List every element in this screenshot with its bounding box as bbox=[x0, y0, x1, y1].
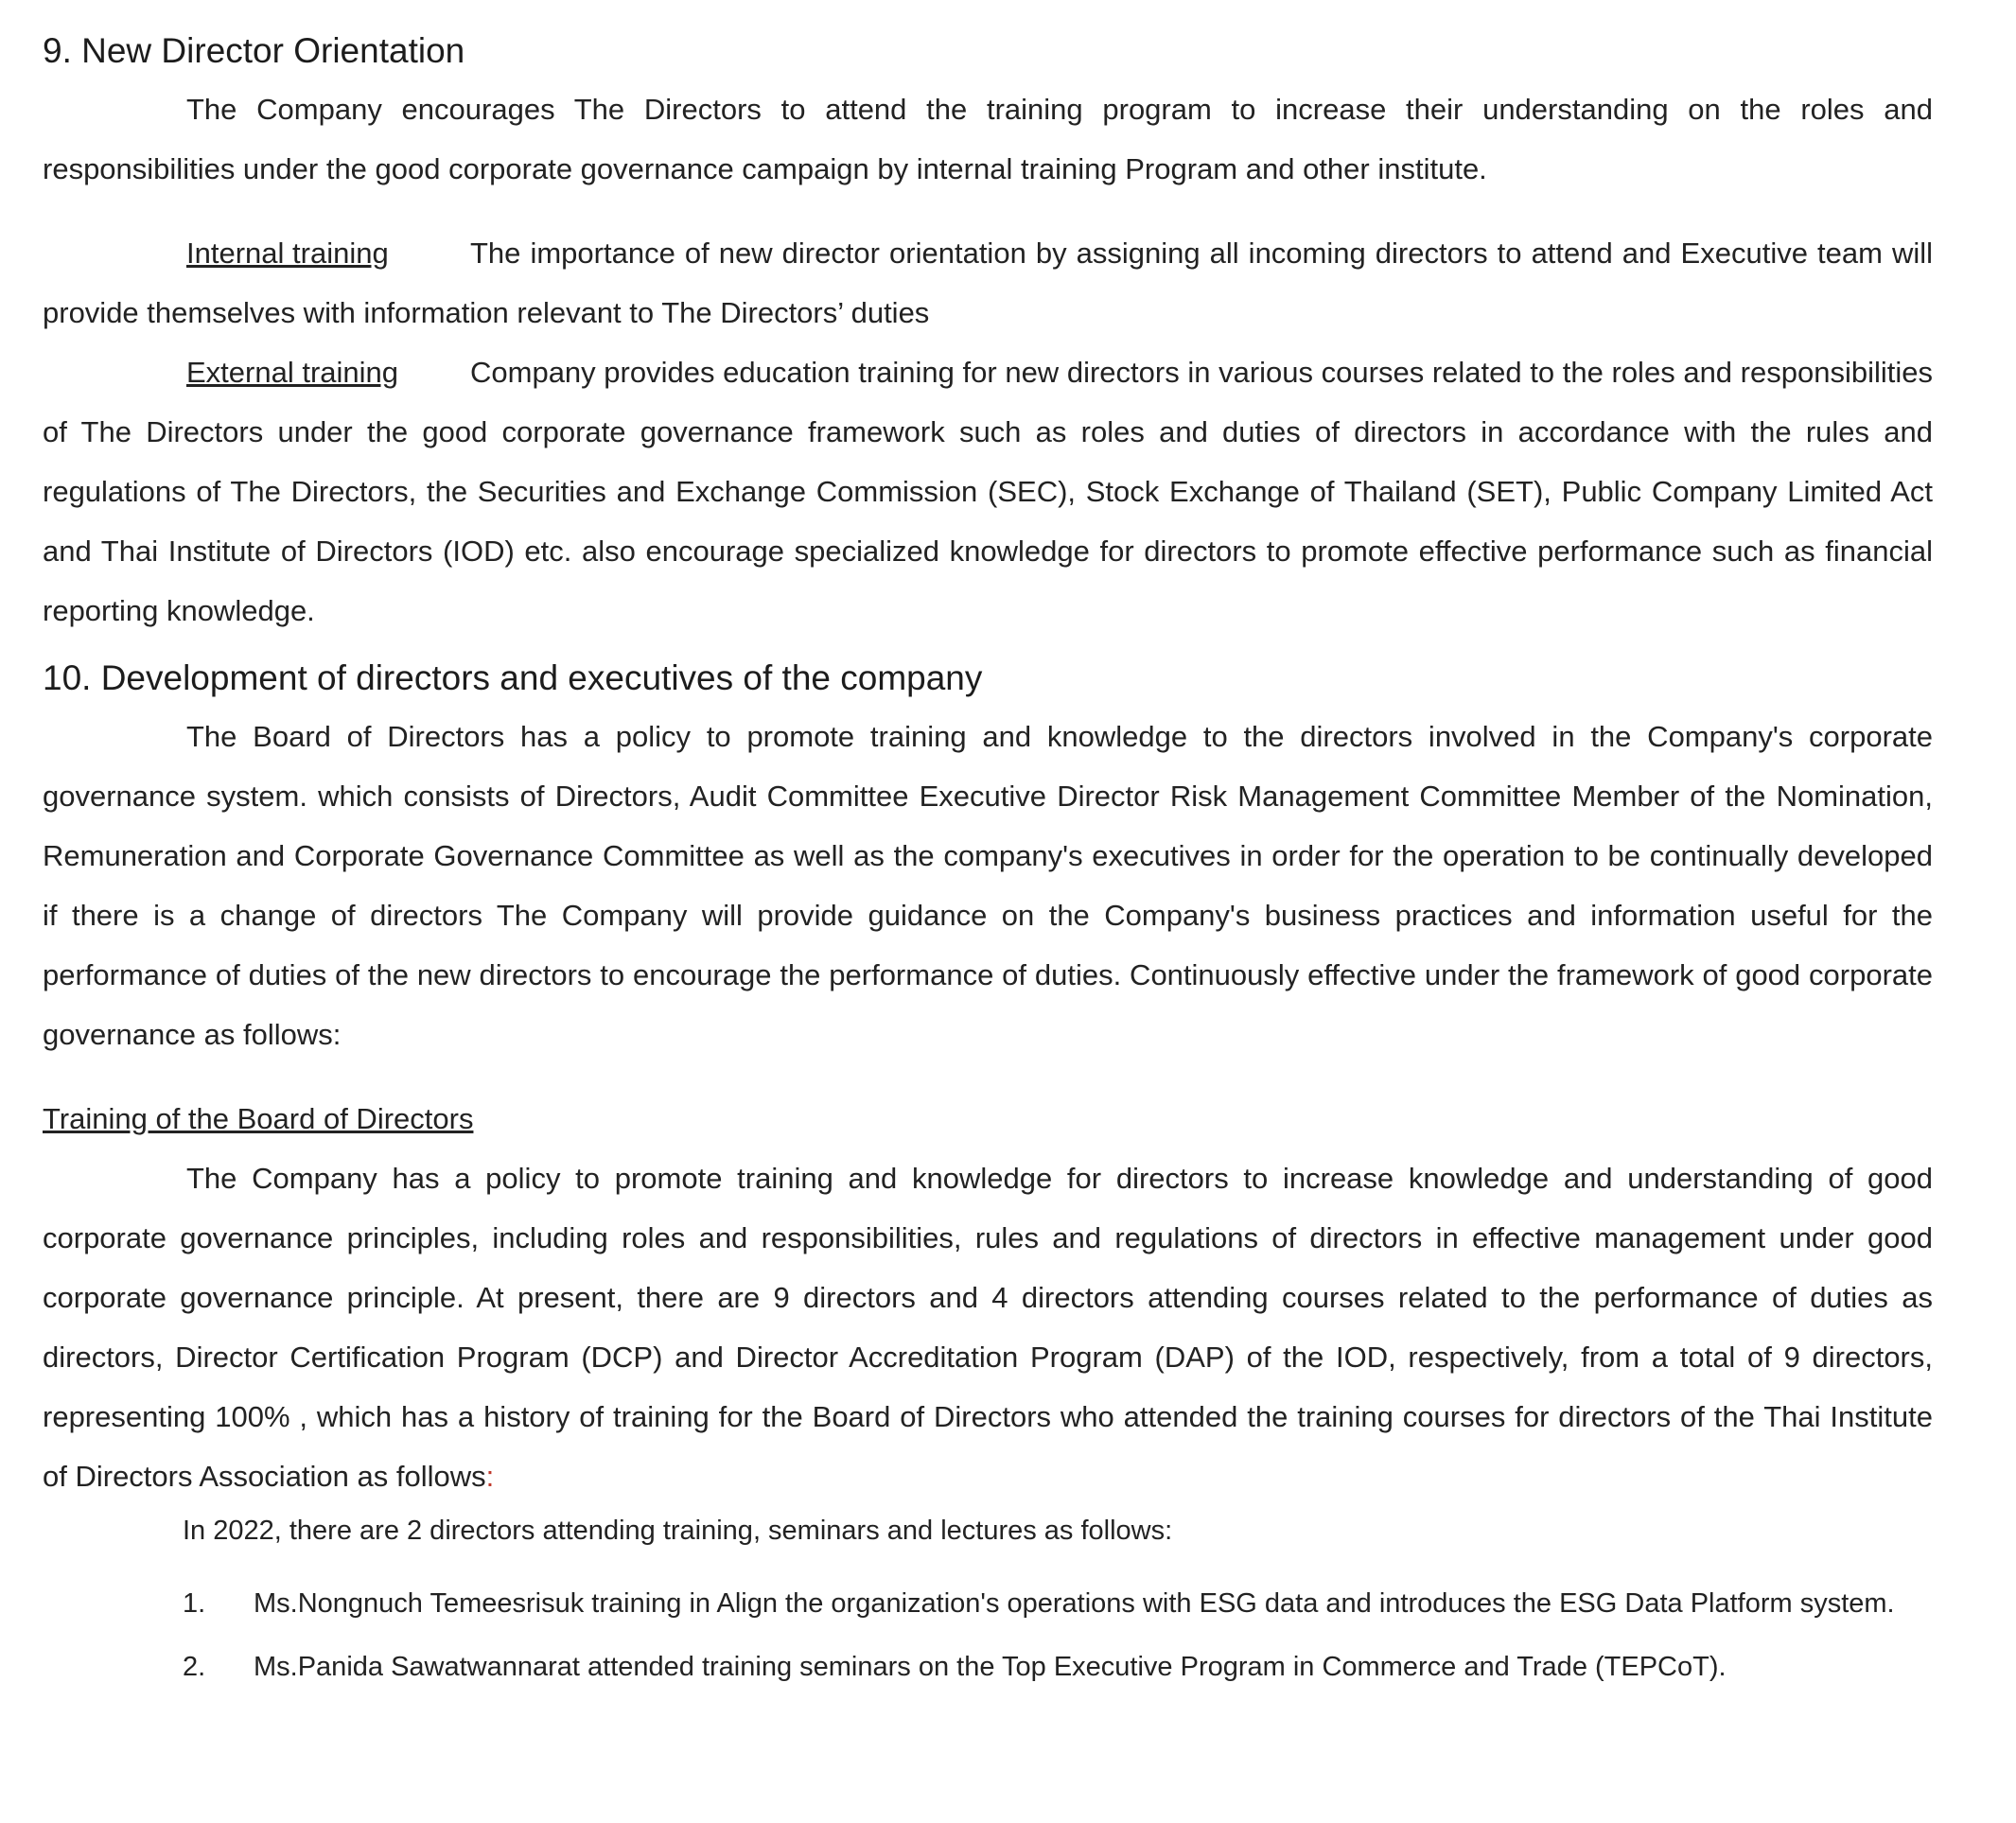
list-item-text: Ms.Nongnuch Temeesrisuk training in Align the organization's operations with ESG data and introduces the ESG Data Platform system. bbox=[254, 1588, 1895, 1619]
training-board-heading: Training of the Board of Directors bbox=[43, 1102, 474, 1135]
external-training-paragraph bbox=[43, 342, 1933, 640]
training-board-body: The Company has a policy to promote training and knowledge for directors to increase knowledge and understanding of good corporate governance principles, including roles and responsibilities, rules and regulations of directors in effective management under good corporate governance principle. At present, there are 9 directors and 4 directors attending courses related to the performance of duties as directors, Director Certification Program (DCP) and Director Accreditation Program (DAP) of the IOD, respectively, from a total of 9 directors, representing 100% , which has a history of training for the Board of Directors who attended the training courses for directors of the Thai Institute of Directors Association as follows bbox=[43, 1162, 1933, 1493]
training-board-colon: : bbox=[485, 1460, 495, 1493]
list-item-number: 2. bbox=[183, 1652, 206, 1682]
section-9-intro: The Company encourages The Directors to attend the training program to increase their understanding on the roles and responsibilities under the good corporate governance campaign by internal training Program and other institute. bbox=[43, 93, 1933, 185]
list-item-number: 1. bbox=[183, 1588, 206, 1619]
year-note: In 2022, there are 2 directors attending training, seminars and lectures as follows: bbox=[183, 1516, 1173, 1546]
document-page bbox=[43, 0, 1933, 1699]
training-list bbox=[43, 1572, 1933, 1699]
internal-training-text: The importance of new director orientation by assigning all incoming directors to attend and Executive team will provide themselves with information relevant to The Directors’ duties bbox=[43, 237, 1933, 329]
internal-training-paragraph bbox=[43, 223, 1933, 342]
list-item bbox=[43, 1636, 1933, 1699]
section-10-heading: 10. Development of directors and executives of the company bbox=[43, 658, 983, 697]
list-item bbox=[43, 1572, 1933, 1636]
external-training-text: Company provides education training for new directors in various courses related to the roles and responsibilities of The Directors under the good corporate governance framework such as roles and duties of directors in accordance with the rules and regulations of The Directors, the Securities and Exchange Commission (SEC), Stock Exchange of Thailand (SET), Public Company Limited Act and Thai Institute of Directors (IOD) etc. also encourage specialized knowledge for directors to promote effective performance such as financial reporting knowledge. bbox=[43, 356, 1933, 627]
internal-training-label: Internal training bbox=[186, 237, 389, 270]
list-item-text: Ms.Panida Sawatwannarat attended training seminars on the Top Executive Program in Commerce and Trade (TEPCoT). bbox=[254, 1652, 1727, 1682]
section-10-intro: The Board of Directors has a policy to promote training and knowledge to the directors involved in the Company's corporate governance system. which consists of Directors, Audit Committee Executive Director Risk Management Committee Member of the Nomination, Remuneration and Corporate Governance Committee as well as the company's executives in order for the operation to be continually developed if there is a change of directors The Company will provide guidance on the Company's business practices and information useful for the performance of duties of the new directors to encourage the performance of duties. Continuously effective under the framework of good corporate governance as follows: bbox=[43, 720, 1933, 1051]
training-board-text bbox=[43, 1148, 1933, 1506]
section-9-heading: 9. New Director Orientation bbox=[43, 31, 465, 70]
external-training-label: External training bbox=[186, 356, 399, 389]
